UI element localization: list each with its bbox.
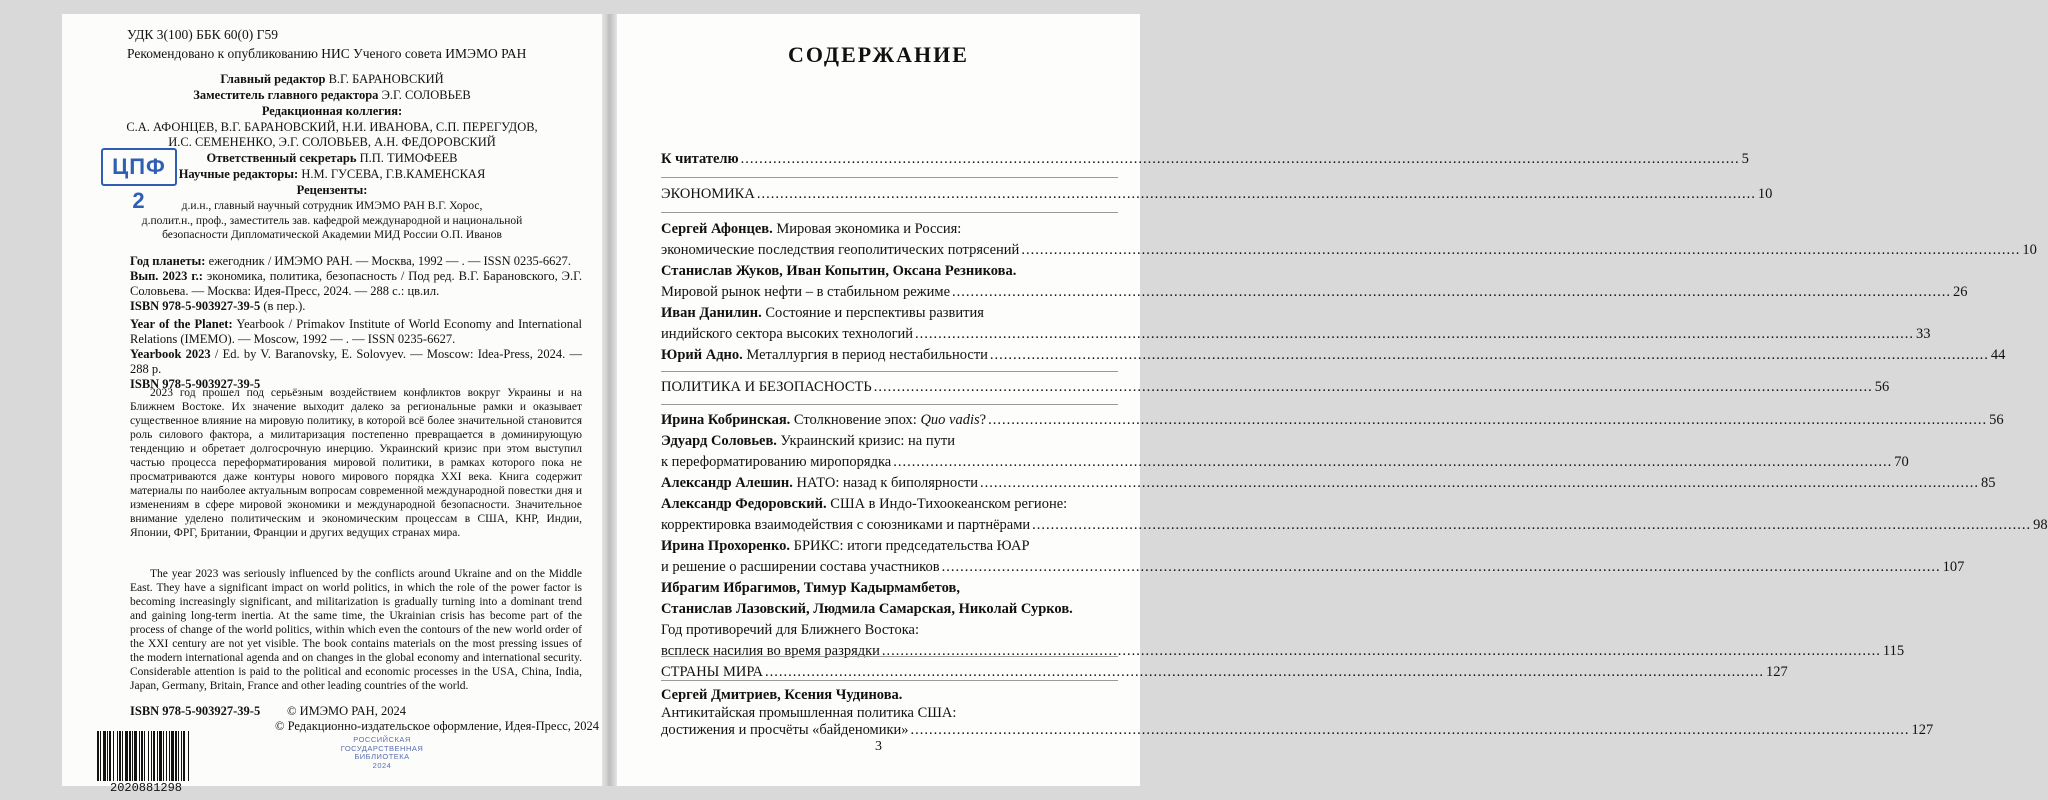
- imprint-page: [62, 14, 602, 795]
- recommendation-line: Рекомендовано к опубликованию НИС Ученого совета ИМЭМО РАН: [127, 46, 527, 61]
- barcode-bar: [132, 731, 133, 781]
- toc-divider: [661, 656, 1118, 657]
- reviewer-1: д.и.н., главный научный сотрудник ИМЭМО РАН В.Г. Хорос,: [181, 200, 483, 212]
- deputy-editor-line: Заместитель главного редактора Э.Г. СОЛОВЬЕВ: [193, 88, 471, 102]
- toc-entry-reader[interactable]: К читателю ..... 5: [661, 150, 1118, 168]
- barcode-bar: [183, 731, 185, 781]
- barcode-bar: [148, 731, 149, 781]
- toc-entry-dmitriev[interactable]: Сергей Дмитриев, Ксения Чудинова.: [661, 687, 903, 703]
- barcode-bar: [153, 731, 155, 781]
- copyright-imemo: © ИМЭМО РАН, 2024: [287, 704, 406, 718]
- secretary-line: Ответственный секретарь П.П. ТИМОФЕЕВ: [206, 151, 458, 165]
- abstract-en: The year 2023 was seriously influenced by the conflicts around Ukraine and on the Middle East. They have a significant impact on world politics, in which the role of the power factor is becoming increasingly significant, and militarization is gradually turning into a dominant trend and gaining long-term inertia. At the same time, the Ukrainian crisis has become part of the process of change of the world politics, within which even the contours of the new world order of the XXI century are not yet visible. The book contains materials on the most pressing issues of the modern international agenda and on changes in the global economy and international security. Considerable attention is paid to the political and economic processes in the USA, China, India, Japan, Germany, Britain, France and other leading countries of the world.: [130, 568, 582, 692]
- udk-line: УДК 3(100) ББК 60(0) Г59: [127, 27, 278, 42]
- library-stamp: РОССИЙСКАЯ ГОСУДАРСТВЕННАЯ БИБЛИОТЕКА 2024: [340, 735, 424, 770]
- toc-entry-ibragimov[interactable]: Ибрагим Ибрагимов, Тимур Кадырмамбетов,: [661, 580, 960, 596]
- barcode-bar: [103, 731, 106, 781]
- toc-section-countries[interactable]: СТРАНЫ МИРА ..... 127: [661, 663, 1118, 681]
- barcode: [95, 731, 255, 783]
- toc-entry-ibragimov-2[interactable]: Станислав Лазовский, Людмила Самарская, Николай Сурков.: [661, 601, 1073, 617]
- toc-entry-fedorovsky[interactable]: Александр Федоровский. США в Индо-Тихоокеанском регионе:: [661, 496, 1068, 512]
- barcode-bar: [171, 731, 174, 781]
- barcode-bar: [107, 731, 108, 781]
- barcode-bar: [169, 731, 170, 781]
- toc-divider: [661, 212, 1118, 213]
- toc-entry-zhukov-2[interactable]: Мировой рынок нефти – в стабильном режиме ..... 26: [661, 283, 1118, 301]
- toc-entry-afontsev-2[interactable]: экономические последствия геополитических потрясений ..... 10: [661, 241, 1118, 259]
- barcode-bar: [122, 731, 123, 781]
- barcode-bar: [113, 731, 114, 781]
- barcode-bar: [119, 731, 121, 781]
- barcode-bar: [139, 731, 140, 781]
- barcode-bar: [163, 731, 164, 781]
- contents-title: СОДЕРЖАНИЕ: [788, 42, 969, 67]
- barcode-bar: [100, 731, 101, 781]
- barcode-bar: [141, 731, 143, 781]
- barcode-bar: [125, 731, 128, 781]
- toc-entry-prokhorenko-2[interactable]: и решение о расширении состава участников ..... 107: [661, 558, 1118, 576]
- barcode-bar: [144, 731, 145, 781]
- toc-entry-fedorovsky-2[interactable]: корректировка взаимодействия с союзниками и партнёрами ..... 98: [661, 516, 1118, 534]
- toc-divider: [661, 371, 1118, 372]
- barcode-bar: [117, 731, 118, 781]
- toc-entry-aleshin[interactable]: Александр Алешин. НАТО: назад к биполярности ..... 85: [661, 474, 1118, 492]
- toc-entry-adno[interactable]: Юрий Адно. Металлургия в период нестабильности ..... 44: [661, 346, 1118, 364]
- toc-entry-ibragimov-4[interactable]: всплеск насилия во время разрядки ..... 115: [661, 642, 1118, 660]
- barcode-bar: [157, 731, 158, 781]
- toc-entry-prokhorenko[interactable]: Ирина Прохоренко. БРИКС: итоги председательства ЮАР: [661, 538, 1030, 554]
- toc-entry-ibragimov-3[interactable]: Год противоречий для Ближнего Востока:: [661, 622, 919, 638]
- barcode-bar: [129, 731, 131, 781]
- board-members-2: И.С. СЕМЕНЕНКО, Э.Г. СОЛОВЬЕВ, А.Н. ФЕДОРОВСКИЙ: [168, 135, 496, 149]
- barcode-bar: [178, 731, 179, 781]
- reviewer-2b: безопасности Дипломатической Академии МИД России О.П. Иванов: [162, 229, 502, 241]
- barcode-bar: [175, 731, 177, 781]
- abstract-ru: 2023 год прошел под серьёзным воздействием конфликтов вокруг Украины и на Ближнем Востоке. Их значение выходит далеко за региональные рамки и оказывает существенное влияние на мировую политику, в которой всё более значительной становится роль силового фактора, а милитаризация постепенно превращается в доминирующую тенденцию и обретает долгосрочную инерцию. Украинский кризис при этом выступил частью процесса переформатирования мировой политики, в рамках которого пока не просматриваются даже контуры нового мирового порядка XXI века. Книга содержит материалы по наиболее актуальным вопросам современной международной повестки дня и изменениям в сфере мировой экономики и международной безопасности. Значительное внимание уделено политическим и экономическим процессам в США, КНР, Индии, Японии, ФРГ, Британии, Франции и других ведущих странах мира.: [130, 387, 582, 539]
- toc-entry-solovyev[interactable]: Эдуард Соловьев. Украинский кризис: на пути: [661, 433, 955, 449]
- toc-entry-dmitriev-2[interactable]: Антикитайская промышленная политика США:: [661, 705, 957, 721]
- toc-entry-dmitriev-3[interactable]: достижения и просчёты «байденомики» ..... 127: [661, 721, 1118, 739]
- barcode-bar: [134, 731, 137, 781]
- toc-entry-danilin[interactable]: Иван Данилин. Состояние и перспективы развития: [661, 305, 984, 321]
- board-members-1: С.А. АФОНЦЕВ, В.Г. БАРАНОВСКИЙ, Н.И. ИВАНОВА, С.П. ПЕРЕГУДОВ,: [126, 120, 538, 134]
- barcode-bar: [166, 731, 167, 781]
- sci-editors-line: Научные редакторы: Н.М. ГУСЕВА, Г.В.КАМЕНСКАЯ: [178, 167, 486, 181]
- bibliographic-record-en: Year of the Planet: Yearbook / Primakov Institute of World Economy and International Relations (IMEMO). — Moscow, 1992 — . — ISSN 0235-6627. Yearbook 2023 / Ed. by V. Baranovsky, E. Solovyev. — Moscow: Idea-Press, 2024. — 288 p. ISBN 978-5-903927-39-5: [130, 317, 582, 391]
- page-number: 3: [875, 739, 882, 754]
- toc-entry-kobrinskaya[interactable]: Ирина Кобринская. Столкновение эпох: Quo vadis? ..... 56: [661, 411, 1118, 429]
- toc-entry-afontsev[interactable]: Сергей Афонцев. Мировая экономика и Россия:: [661, 221, 962, 237]
- bibliographic-record-ru: Год планеты: ежегодник / ИМЭМО РАН. — Москва, 1992 — . — ISSN 0235-6627. Вып. 2023 г.: экономика, политика, безопасность / Под ред. В.Г. Барановского, Э.Г. Соловьева. — Москва: Идея-Пресс, 2024. — 288 с.: цв.ил. ISBN 978-5-903927-39-5 (в пер.).: [130, 254, 583, 313]
- toc-divider: [661, 680, 1118, 681]
- barcode-bar: [97, 731, 99, 781]
- reviewers-heading: Рецензенты:: [296, 183, 368, 197]
- board-heading: Редакционная коллегия:: [261, 104, 403, 118]
- copyright-idea-press: © Редакционно-издательское оформление, Идея-Пресс, 2024: [275, 719, 600, 733]
- footer-isbn: ISBN 978-5-903927-39-5: [130, 704, 261, 718]
- toc-divider: [661, 177, 1118, 178]
- barcode-number: 2020881298: [110, 781, 183, 795]
- toc-divider: [661, 404, 1118, 405]
- toc-section-politics[interactable]: ПОЛИТИКА И БЕЗОПАСНОСТЬ ..... 56: [661, 378, 1118, 396]
- toc-section-economy[interactable]: ЭКОНОМИКА ..... 10: [661, 185, 1118, 203]
- toc-entry-danilin-2[interactable]: индийского сектора высоких технологий ..... 33: [661, 325, 1118, 343]
- barcode-bar: [188, 731, 189, 781]
- barcode-bar: [109, 731, 111, 781]
- toc-entry-solovyev-2[interactable]: к переформатированию миропорядка ..... 70: [661, 453, 1118, 471]
- cpf-stamp: ЦПФ 2: [101, 148, 177, 186]
- barcode-bar: [181, 731, 182, 781]
- barcode-bar: [159, 731, 162, 781]
- contents-page: [617, 14, 2048, 786]
- toc-entry-zhukov[interactable]: Станислав Жуков, Иван Копытин, Оксана Резникова.: [661, 263, 1017, 279]
- reviewer-2a: д.полит.н., проф., заместитель зав. кафедрой международной и национальной: [141, 215, 523, 227]
- barcode-bar: [151, 731, 152, 781]
- chief-editor-line: Главный редактор В.Г. БАРАНОВСКИЙ: [220, 72, 444, 86]
